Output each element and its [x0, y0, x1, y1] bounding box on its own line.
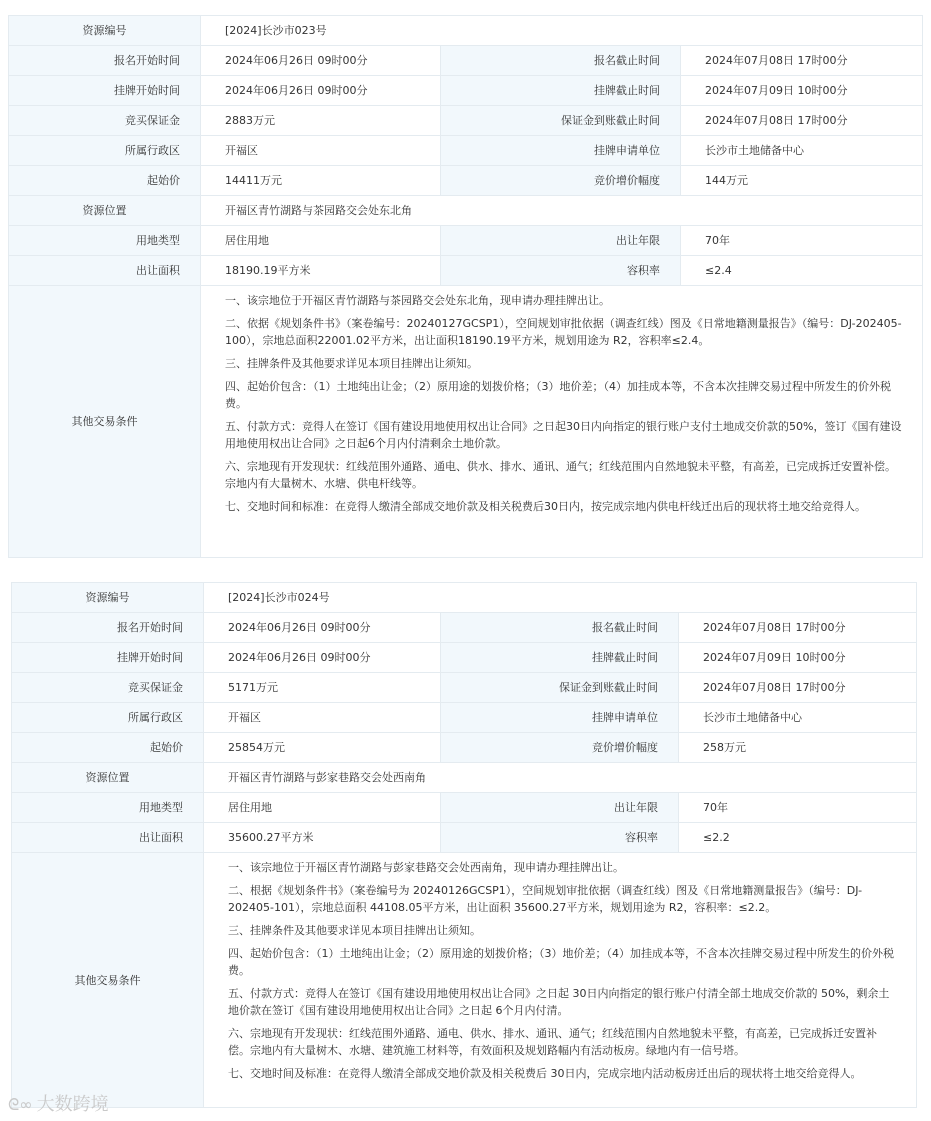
value-list-end: 2024年07月09日 10时00分 — [681, 76, 923, 106]
row-conditions — [9, 286, 923, 558]
row-land-use — [12, 793, 917, 823]
condition-item: 五、付款方式：竞得人在签订《国有建设用地使用权出让合同》之日起 30日内向指定的银行账户付清全部土地成交价款的 50%，剩余土地价款在签订《国有建设用地使用权出让合同》之日起 6个月内付清。 — [228, 987, 890, 1017]
value-applicant: 长沙市土地储备中心 — [681, 136, 923, 166]
value-plot-ratio: ≤2.4 — [681, 256, 923, 286]
label-code: 资源编号 — [12, 583, 204, 613]
label-reg-end: 报名截止时间 — [441, 46, 681, 76]
row-area — [12, 823, 917, 853]
label-reg-start: 报名开始时间 — [12, 613, 204, 643]
row-location — [12, 763, 917, 793]
condition-item: 二、根据《规划条件书》（案卷编号为 20240126GCSP1），空间规划审批依据（调查红线）图及《日常地籍测量报告》（编号：DJ-202405-101），宗地总面积 44108.05平方米，出让面积 35600.27平方米，规划用途为 R2，容积率：≤2.2。 — [228, 884, 863, 914]
value-list-start: 2024年06月26日 09时00分 — [201, 76, 441, 106]
value-deposit-deadline: 2024年07月08日 17时00分 — [681, 106, 923, 136]
watermark-text: 大数跨境 — [36, 1094, 109, 1115]
label-district: 所属行政区 — [9, 136, 201, 166]
condition-item: 二、依据《规划条件书》（案卷编号：20240127GCSP1），空间规划审批依据（调查红线）图及《日常地籍测量报告》（编号：DJ-202405-100），宗地总面积22001.02平方米，出让面积18190.19平方米，规划用途为 R2，容积率≤2.4。 — [225, 317, 902, 347]
label-increment: 竞价增价幅度 — [441, 733, 679, 763]
value-land-use: 居住用地 — [204, 793, 441, 823]
value-increment: 258万元 — [679, 733, 917, 763]
row-registration — [9, 46, 923, 76]
condition-item: 七、交地时间和标准：在竞得人缴清全部成交地价款及相关税费后30日内，按完成宗地内供电杆线迁出后的现状将土地交给竞得人。 — [225, 500, 866, 513]
condition-item: 一、该宗地位于开福区青竹湖路与彭家巷路交会处西南角，现申请办理挂牌出让。 — [228, 861, 624, 874]
value-code: [2024]长沙市023号 — [201, 16, 923, 46]
value-deposit-deadline: 2024年07月08日 17时00分 — [679, 673, 917, 703]
condition-item: 四、起始价包含：（1）土地纯出让金；（2）原用途的划拨价格；（3）地价差；（4）加挂成本等，不含本次挂牌交易过程中所发生的价外税费。 — [225, 380, 891, 410]
label-start-price: 起始价 — [12, 733, 204, 763]
label-area: 出让面积 — [12, 823, 204, 853]
label-district: 所属行政区 — [12, 703, 204, 733]
condition-item: 六、宗地现有开发现状：红线范围外通路、通电、供水、排水、通讯、通气；红线范围内自然地貌未平整，有高差，已完成拆迁安置补偿。宗地内有大量树木、水塘、建筑施工材料等，有效面积及规划路幅内有活动板房。绿地内有一信号塔。 — [228, 1027, 877, 1057]
value-reg-start: 2024年06月26日 09时00分 — [204, 613, 441, 643]
value-deposit: 5171万元 — [204, 673, 441, 703]
label-applicant: 挂牌申请单位 — [441, 136, 681, 166]
label-reg-start: 报名开始时间 — [9, 46, 201, 76]
row-listing — [12, 643, 917, 673]
value-district: 开福区 — [204, 703, 441, 733]
condition-item: 一、该宗地位于开福区青竹湖路与茶园路交会处东北角，现申请办理挂牌出让。 — [225, 294, 610, 307]
other-conditions — [204, 853, 917, 1108]
value-area: 18190.19平方米 — [201, 256, 441, 286]
parcel-table-2 — [11, 582, 917, 1108]
value-land-use: 居住用地 — [201, 226, 441, 256]
label-deposit-deadline: 保证金到账截止时间 — [441, 106, 681, 136]
label-start-price: 起始价 — [9, 166, 201, 196]
label-plot-ratio: 容积率 — [441, 823, 679, 853]
value-reg-start: 2024年06月26日 09时00分 — [201, 46, 441, 76]
value-term: 70年 — [679, 793, 917, 823]
label-location: 资源位置 — [12, 763, 204, 793]
value-district: 开福区 — [201, 136, 441, 166]
value-area: 35600.27平方米 — [204, 823, 441, 853]
label-code: 资源编号 — [9, 16, 201, 46]
value-increment: 144万元 — [681, 166, 923, 196]
row-land-use — [9, 226, 923, 256]
value-plot-ratio: ≤2.2 — [679, 823, 917, 853]
label-increment: 竞价增价幅度 — [441, 166, 681, 196]
value-reg-end: 2024年07月08日 17时00分 — [681, 46, 923, 76]
row-area — [9, 256, 923, 286]
value-start-price: 14411万元 — [201, 166, 441, 196]
value-list-start: 2024年06月26日 09时00分 — [204, 643, 441, 673]
value-term: 70年 — [681, 226, 923, 256]
row-registration — [12, 613, 917, 643]
value-start-price: 25854万元 — [204, 733, 441, 763]
label-deposit: 竞买保证金 — [9, 106, 201, 136]
condition-item: 六、宗地现有开发现状：红线范围外通路、通电、供水、排水、通讯、通气；红线范围内自然地貌未平整，有高差，已完成拆迁安置补偿。宗地内有大量树木、水塘、供电杆线等。 — [225, 460, 896, 490]
watermark-logo-icon: ᘓ∞ — [8, 1095, 33, 1114]
row-price — [9, 166, 923, 196]
row-district — [12, 703, 917, 733]
condition-item: 三、挂牌条件及其他要求详见本项目挂牌出让须知。 — [225, 357, 478, 370]
label-other-conditions: 其他交易条件 — [9, 286, 201, 558]
condition-item: 三、挂牌条件及其他要求详见本项目挂牌出让须知。 — [228, 924, 481, 937]
row-location — [9, 196, 923, 226]
value-location: 开福区青竹湖路与茶园路交会处东北角 — [201, 196, 923, 226]
label-term: 出让年限 — [441, 793, 679, 823]
value-list-end: 2024年07月09日 10时00分 — [679, 643, 917, 673]
value-reg-end: 2024年07月08日 17时00分 — [679, 613, 917, 643]
label-term: 出让年限 — [441, 226, 681, 256]
label-plot-ratio: 容积率 — [441, 256, 681, 286]
condition-item: 七、交地时间及标准：在竞得人缴清全部成交地价款及相关税费后 30日内，完成宗地内活动板房迁出后的现状将土地交给竞得人。 — [228, 1067, 862, 1080]
label-other-conditions: 其他交易条件 — [12, 853, 204, 1108]
condition-item: 四、起始价包含：（1）土地纯出让金；（2）原用途的划拨价格；（3）地价差；（4）加挂成本等，不含本次挂牌交易过程中所发生的价外税费。 — [228, 947, 894, 977]
label-deposit-deadline: 保证金到账截止时间 — [441, 673, 679, 703]
label-land-use: 用地类型 — [12, 793, 204, 823]
label-list-end: 挂牌截止时间 — [441, 76, 681, 106]
condition-item: 五、付款方式：竞得人在签订《国有建设用地使用权出让合同》之日起30日内向指定的银行账户支付土地成交价款的50%，签订《国有建设用地使用权出让合同》之日起6个月内付清剩余土地价款。 — [225, 420, 902, 450]
label-applicant: 挂牌申请单位 — [441, 703, 679, 733]
value-deposit: 2883万元 — [201, 106, 441, 136]
row-deposit — [9, 106, 923, 136]
watermark — [8, 1090, 109, 1116]
row-price — [12, 733, 917, 763]
value-location: 开福区青竹湖路与彭家巷路交会处西南角 — [204, 763, 917, 793]
label-reg-end: 报名截止时间 — [441, 613, 679, 643]
value-applicant: 长沙市土地储备中心 — [679, 703, 917, 733]
label-location: 资源位置 — [9, 196, 201, 226]
label-deposit: 竞买保证金 — [12, 673, 204, 703]
label-list-end: 挂牌截止时间 — [441, 643, 679, 673]
row-code — [9, 16, 923, 46]
row-code — [12, 583, 917, 613]
row-listing — [9, 76, 923, 106]
label-area: 出让面积 — [9, 256, 201, 286]
parcel-table-1 — [8, 15, 923, 558]
label-list-start: 挂牌开始时间 — [9, 76, 201, 106]
row-conditions — [12, 853, 917, 1108]
row-district — [9, 136, 923, 166]
other-conditions — [201, 286, 923, 558]
value-code: [2024]长沙市024号 — [204, 583, 917, 613]
row-deposit — [12, 673, 917, 703]
label-list-start: 挂牌开始时间 — [12, 643, 204, 673]
label-land-use: 用地类型 — [9, 226, 201, 256]
